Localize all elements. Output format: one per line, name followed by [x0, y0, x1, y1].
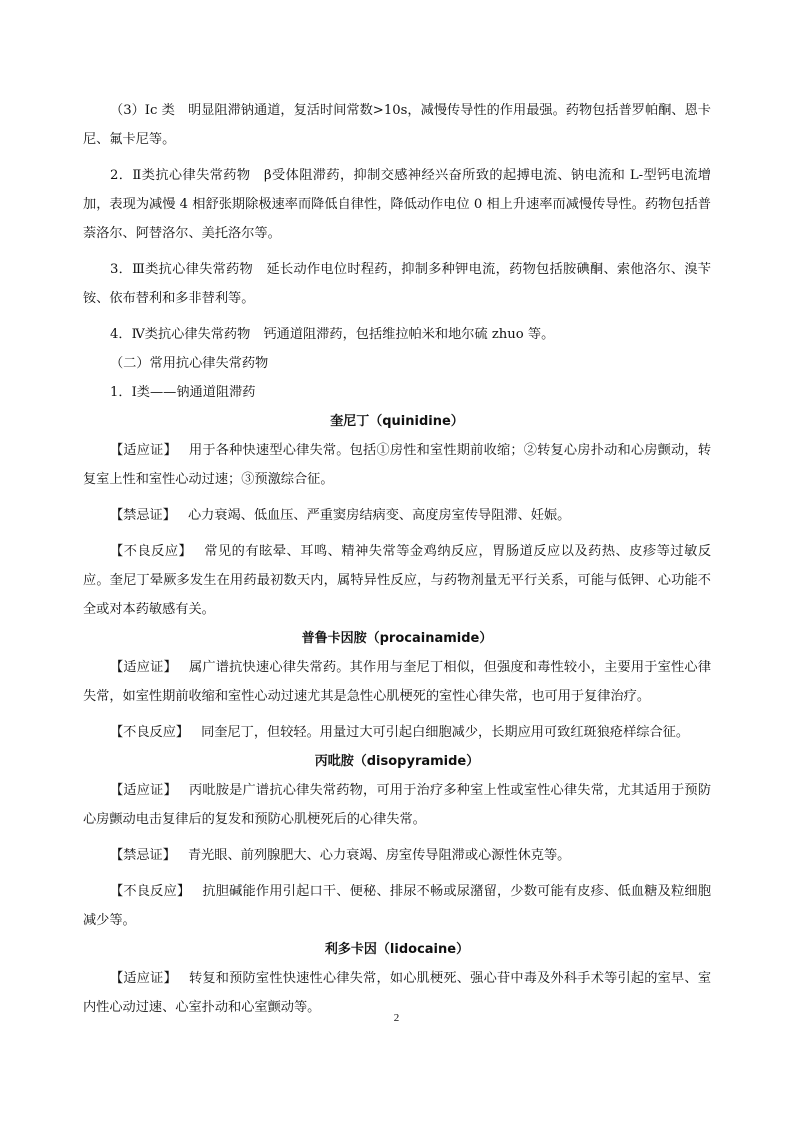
contraindication-paragraph: 【禁忌证】 心力衰竭、低血压、严重窦房结病变、高度房室传导阻滞、妊娠。	[110, 508, 571, 523]
indication-paragraph: 【适应证】 丙吡胺是广谱抗心律失常药物，可用于治疗多种室上性或室性心律失常，尤其适用于预防心房颤动电击复律后的复发和预防心肌梗死后的心律失常。	[83, 783, 712, 827]
paragraph: 3．Ⅲ类抗心律失常药物 延长动作电位时程药，抑制多种钾电流，药物包括胺碘酮、索他洛尔、溴苄铵、依布替利和多非替利等。	[83, 262, 711, 306]
adverse-reaction-paragraph: 【不良反应】 常见的有眩晕、耳鸣、精神失常等金鸡纳反应，胃肠道反应以及药热、皮疹等过敏反应。奎尼丁晕厥多发生在用药最初数天内，属特异性反应，与药物剂量无平行关系，可能与低钾、心功能不全或对本药敏感有关。	[83, 544, 712, 617]
label-tag: 【适应证】	[110, 783, 177, 798]
adverse-reaction-paragraph: 【不良反应】 同奎尼丁，但较轻。用量过大可引起白细胞减少，长期应用可致红斑狼疮样综合征。	[110, 725, 690, 740]
paragraph: 4．Ⅳ类抗心律失常药物 钙通道阻滞药，包括维拉帕米和地尔硫 zhuo 等。	[110, 327, 555, 342]
label-tag: 【不良反应】	[110, 884, 191, 899]
section-heading: （二）常用抗心律失常药物	[110, 356, 269, 371]
page-number: 2	[393, 1012, 400, 1024]
contraindication-paragraph: 【禁忌证】 青光眼、前列腺肥大、心力衰竭、房室传导阻滞或心源性休克等。	[110, 848, 571, 863]
label-tag: 【不良反应】	[110, 544, 193, 559]
label-tag: 【不良反应】	[110, 725, 190, 740]
label-tag: 【适应证】	[110, 443, 177, 458]
paragraph: （3）Ⅰc 类 明显阻滞钠通道，复活时间常数>10s，减慢传导性的作用最强。药物包括普罗帕酮、恩卡尼、氟卡尼等。	[83, 103, 711, 147]
label-tag: 【适应证】	[110, 971, 177, 986]
document-body	[83, 96, 711, 1022]
indication-paragraph: 【适应证】 属广谱抗快速心律失常药。其作用与奎尼丁相似，但强度和毒性较小，主要用于室性心律失常，如室性期前收缩和室性心动过速尤其是急性心肌梗死的室性心律失常，也可用于复律治疗。	[83, 660, 712, 704]
adverse-reaction-paragraph: 【不良反应】 抗胆碱能作用引起口干、便秘、排尿不畅或尿潴留，少数可能有皮疹、低血糖及粒细胞减少等。	[83, 884, 712, 928]
label-tag: 【禁忌证】	[110, 848, 176, 863]
indication-paragraph: 【适应证】 转复和预防室性快速性心律失常，如心肌梗死、强心苷中毒及外科手术等引起的室早、室内性心动过速、心室扑动和心室颤动等。	[83, 971, 712, 1015]
indication-paragraph: 【适应证】 用于各种快速型心律失常。包括①房性和室性期前收缩；②转复心房扑动和心房颤动，转复室上性和室性心动过速；③预激综合征。	[83, 443, 712, 487]
paragraph: 2．Ⅱ类抗心律失常药物 β受体阻滞药，抑制交感神经兴奋所致的起搏电流、钠电流和 L-型钙电流增加，表现为减慢 4 相舒张期除极速率而降低自律性，降低动作电位 0 相上升速率而减慢传导性。药物包括普萘洛尔、阿替洛尔、美托洛尔等。	[83, 168, 711, 241]
drug-title: 利多卡因（lidocaine）	[324, 942, 470, 957]
drug-title: 奎尼丁（quinidine）	[330, 414, 464, 429]
label-tag: 【禁忌证】	[110, 508, 176, 523]
subsection-heading: 1．Ⅰ类——钠通道阻滞药	[110, 385, 256, 400]
drug-title: 丙吡胺（disopyramide）	[314, 754, 480, 769]
label-tag: 【适应证】	[110, 660, 177, 675]
drug-title: 普鲁卡因胺（procainamide）	[301, 631, 493, 646]
